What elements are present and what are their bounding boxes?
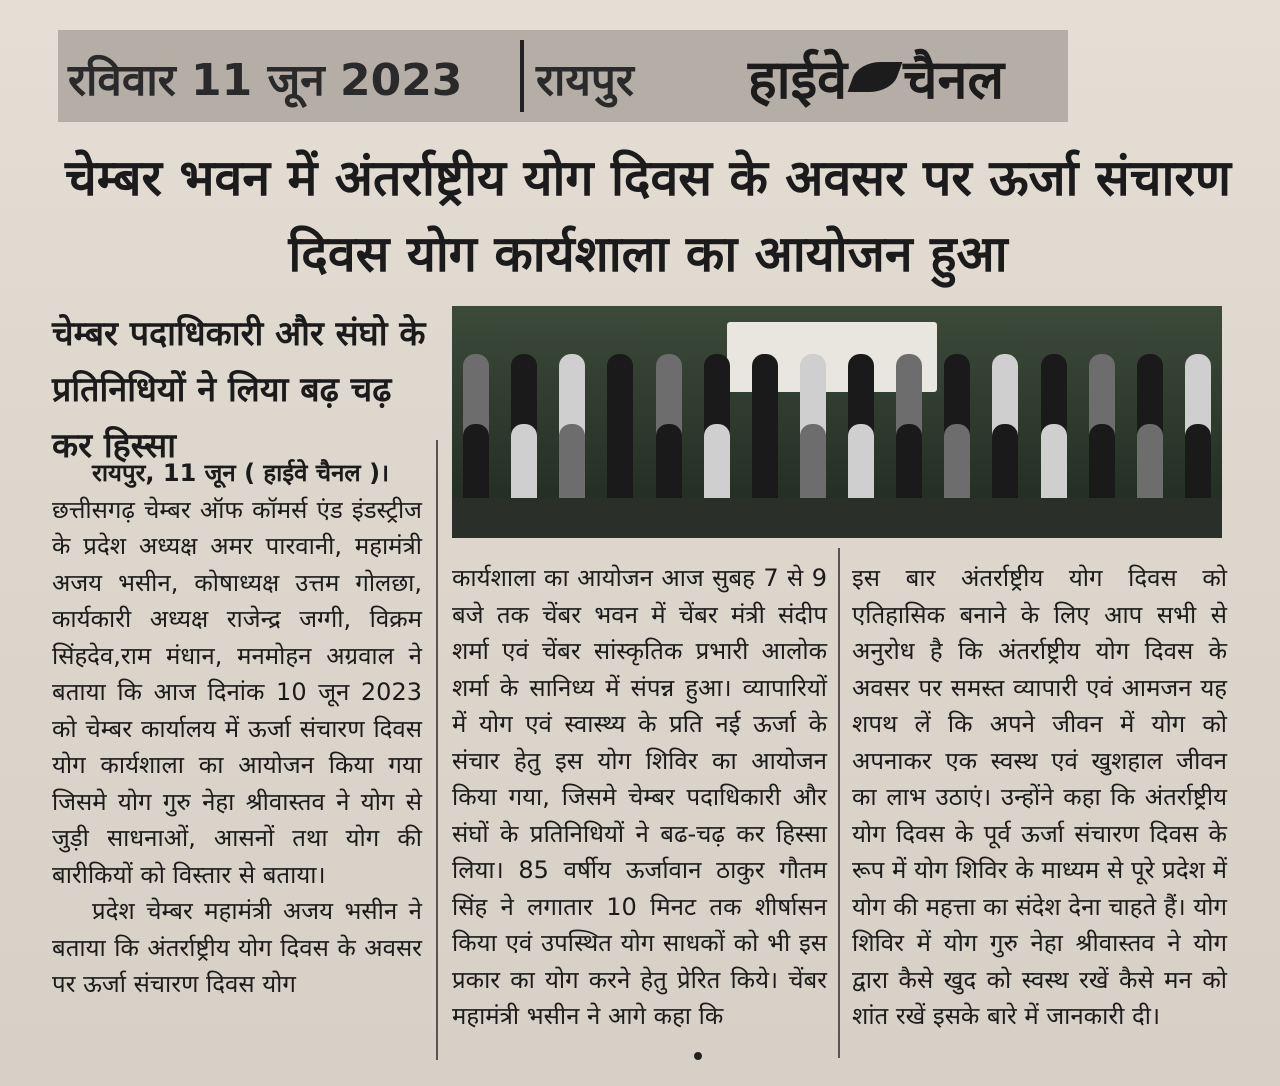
logo-text-left: हाईवे bbox=[748, 48, 848, 111]
group-photo bbox=[452, 306, 1222, 538]
article-column-1 bbox=[52, 455, 422, 1003]
headline: चेम्बर भवन में अंतर्राष्ट्रीय योग दिवस के अवसर पर ऊर्जा संचारण दिवस योग कार्यशाला का आयोजन हुआ bbox=[64, 149, 1232, 283]
dateline: रायपुर, 11 जून ( हाईवे चैनल )। bbox=[92, 459, 390, 487]
article-column-2 bbox=[452, 560, 827, 1035]
paragraph: कार्यशाला का आयोजन आज सुबह 7 से 9 बजे तक चेंबर भवन में चेंबर मंत्री संदीप शर्मा एवं चेंबर सांस्कृतिक प्रभारी आलोक शर्मा के सानिध्य में संपन्न हुआ। व्यापारियों में योग एवं स्वास्थ्य के प्रति नई ऊर्जा के संचार हेतु इस योग शिविर का आयोजन किया गया, जिसमे चेम्बर पदाधिकारी और संघों के प्रतिनिधियों ने बढ-चढ़ कर हिस्सा लिया। 85 वर्षीय ऊर्जावान ठाकुर गौतम सिंह ने लगातार 10 मिनट तक शीर्षासन किया एवं उपस्थित योग साधकों को भी इस प्रकार का योग करने हेतु प्रेरित किये। चेंबर महामंत्री भसीन ने आगे कहा कि bbox=[452, 564, 827, 1030]
logo-text-right: चैनल bbox=[903, 48, 1005, 111]
paragraph: इस बार अंतर्राष्ट्रीय योग दिवस को एतिहासिक बनाने के लिए आप सभी से अनुरोध है कि अंतर्राष्ट्रीय योग दिवस के अवसर पर समस्त व्यापारी एवं आमजन यह शपथ लें कि अपने जीवन में योग को अपनाकर एक स्वस्थ एवं खुशहाल जीवन का लाभ उठाएं। उन्होंने कहा कि अंतर्राष्ट्रीय योग दिवस के पूर्व ऊर्जा संचारण दिवस के रूप में योग शिविर के माध्यम से पूरे प्रदेश में योग की महत्ता का संदेश देना चाहते हैं। योग शिविर में योग गुरु नेहा श्रीवास्तव ने योग द्वारा कैसे खुद को स्वस्थ रखें कैसे मन को शांत रखें इसके बारे में जानकारी दी। bbox=[852, 564, 1227, 1030]
photo-floor bbox=[452, 498, 1222, 538]
article-column-3 bbox=[852, 560, 1227, 1035]
column-rule bbox=[838, 548, 840, 1058]
column-rule bbox=[436, 440, 438, 1060]
paragraph: प्रदेश चेम्बर महामंत्री अजय भसीन ने बताया कि अंतर्राष्ट्रीय योग दिवस के अवसर पर ऊर्जा संचारण दिवस योग bbox=[52, 897, 422, 998]
newspaper-logo bbox=[748, 40, 1004, 114]
masthead-date: रविवार 11 जून 2023 bbox=[68, 55, 463, 106]
subheadline: चेम्बर पदाधिकारी और संघो के प्रतिनिधियों ने लिया बढ़ चढ़ कर हिस्सा bbox=[52, 314, 426, 466]
page-dot bbox=[694, 1052, 702, 1060]
masthead-city: रायपुर bbox=[536, 55, 634, 106]
paragraph: छत्तीसगढ़ चेम्बर ऑफ कॉमर्स एंड इंडस्ट्रीज के प्रदेश अध्यक्ष अमर पारवानी, महामंत्री अजय भसीन, कोषाध्यक्ष उत्तम गोलछा, कार्यकारी अध्यक्ष राजेन्द्र जग्गी, विक्रम सिंहदेव,राम मंधान, मनमोहन अग्रवाल ने बताया कि आज दिनांक 10 जून 2023 को चेम्बर कार्यालय में ऊर्जा संचारण दिवस योग कार्यशाला का आयोजन किया गया जिसमे योग गुरु नेहा श्रीवास्तव ने योग से जुड़ी साधनाओं, आसनों तथा योग की बारीकियों को विस्तार से बताया। bbox=[52, 495, 422, 889]
logo-swoosh-icon bbox=[848, 62, 903, 92]
masthead-divider bbox=[520, 40, 524, 112]
